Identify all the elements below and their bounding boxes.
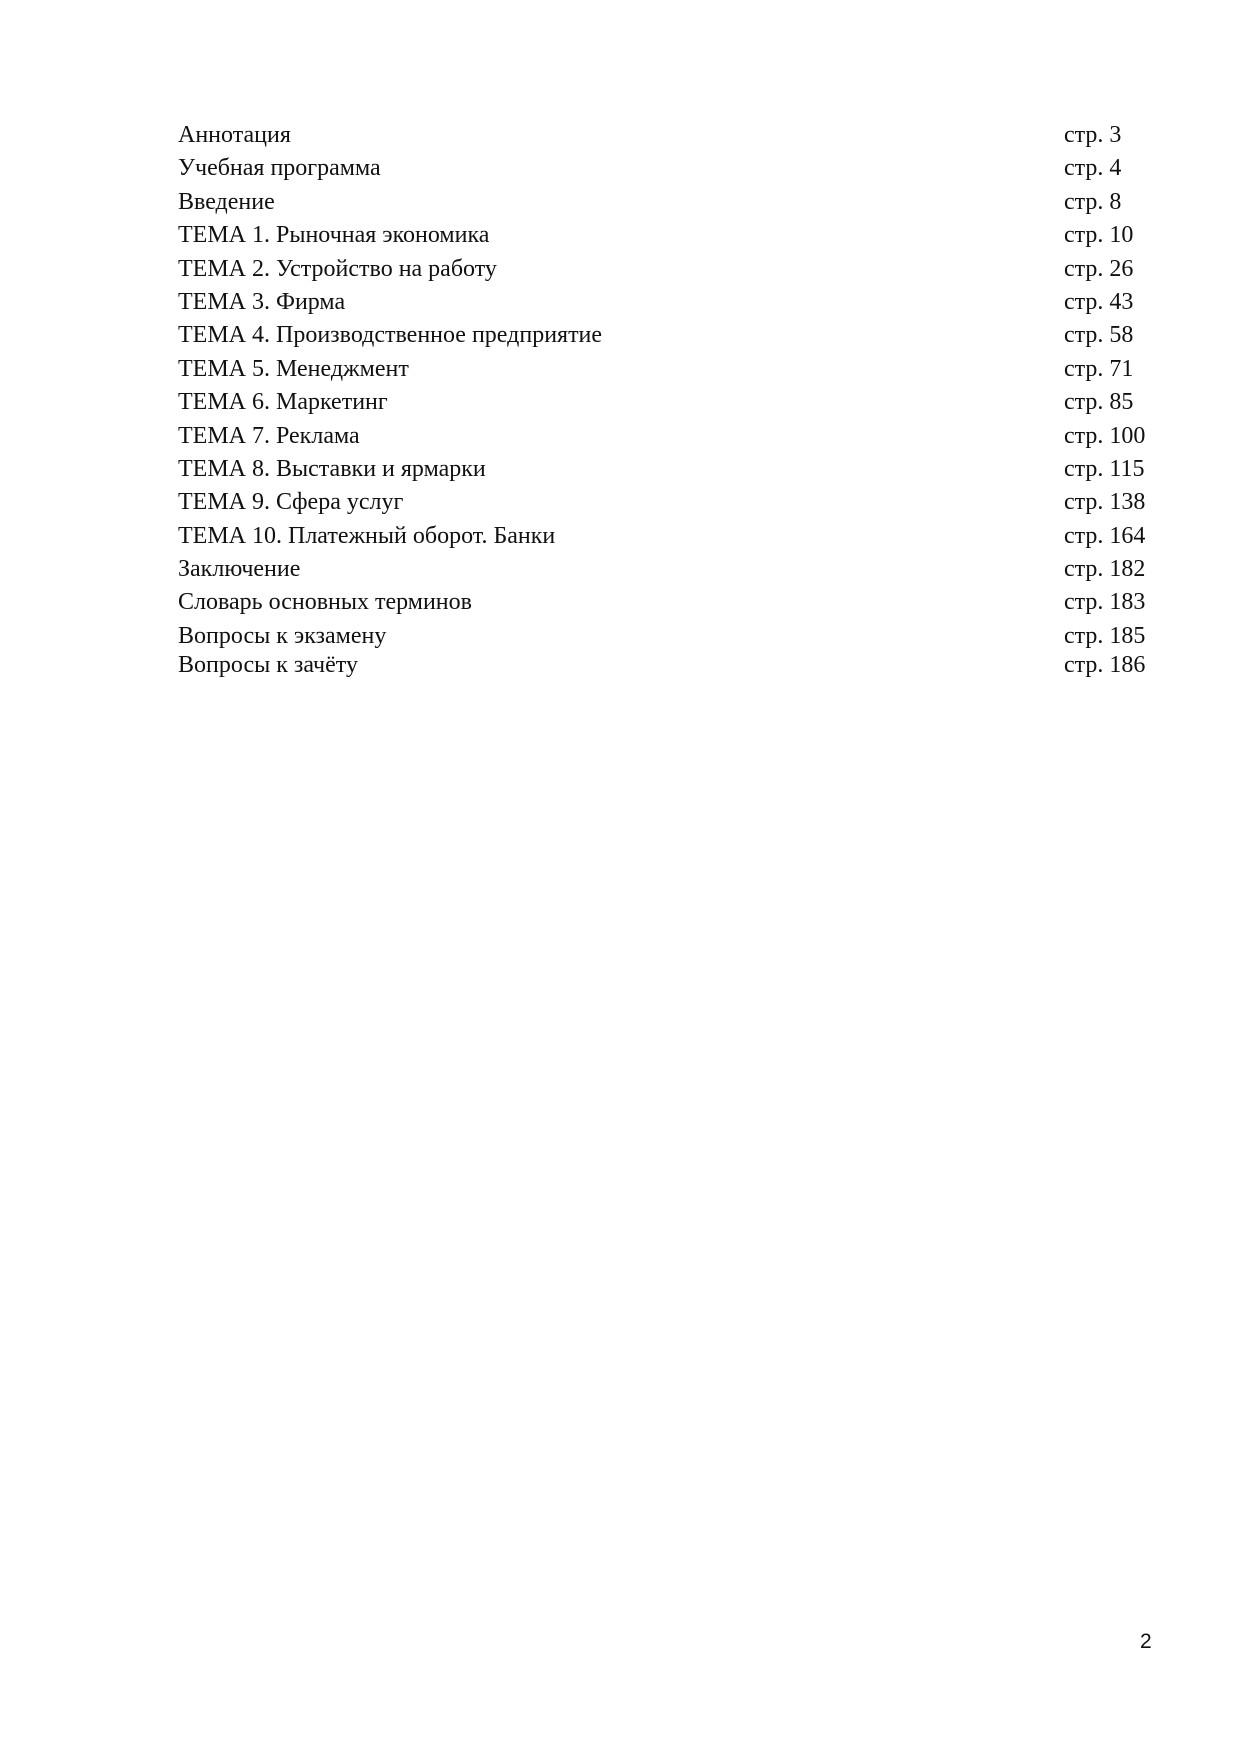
toc-entry-title: ТЕМА 8. Выставки и ярмарки bbox=[178, 455, 486, 482]
toc-entry-title: Вопросы к экзамену bbox=[178, 622, 387, 649]
toc-entry bbox=[178, 488, 1178, 521]
toc-entry-title: Введение bbox=[178, 188, 275, 215]
toc-entry-title: Вопросы к зачёту bbox=[178, 652, 358, 679]
toc-entry bbox=[178, 455, 1178, 488]
toc-entry-page: стр. 185 bbox=[1064, 622, 1146, 649]
toc-entry bbox=[178, 154, 1178, 187]
toc-entry-page: стр. 8 bbox=[1064, 188, 1122, 215]
toc-entry-title: ТЕМА 9. Сфера услуг bbox=[178, 489, 404, 516]
toc-entry-title: Заключение bbox=[178, 556, 301, 583]
toc-entry-title: ТЕМА 6. Маркетинг bbox=[178, 389, 388, 416]
toc-entry-page: стр. 183 bbox=[1064, 589, 1146, 616]
toc-entry-page: стр. 115 bbox=[1064, 455, 1145, 482]
toc-entry-page: стр. 3 bbox=[1064, 122, 1122, 148]
toc-entry-page: стр. 43 bbox=[1064, 288, 1134, 315]
toc-entry-page: стр. 164 bbox=[1064, 522, 1146, 549]
toc-entry bbox=[178, 622, 1178, 655]
toc-entry-title: ТЕМА 5. Менеджмент bbox=[178, 355, 409, 382]
toc-entry-title: Аннотация bbox=[178, 122, 291, 148]
toc-entry-page: стр. 10 bbox=[1064, 222, 1134, 249]
toc-entry-title: ТЕМА 1. Рыночная экономика bbox=[178, 222, 490, 249]
toc-entry-page: стр. 4 bbox=[1064, 155, 1122, 182]
toc-entry-title: Учебная программа bbox=[178, 155, 381, 182]
toc-entry bbox=[178, 555, 1178, 588]
page-number: 2 bbox=[1140, 1630, 1152, 1653]
toc-entry-page: стр. 182 bbox=[1064, 556, 1146, 583]
toc-entry-page: стр. 186 bbox=[1064, 652, 1146, 679]
toc-entry-page: стр. 100 bbox=[1064, 422, 1146, 449]
toc-entry bbox=[178, 588, 1178, 621]
toc-entry bbox=[178, 355, 1178, 388]
toc-entry bbox=[178, 522, 1178, 555]
toc-entry-title: ТЕМА 4. Производственное предприятие bbox=[178, 322, 603, 349]
toc-entry-title: Словарь основных терминов bbox=[178, 589, 472, 616]
toc-entry bbox=[178, 388, 1178, 421]
toc-entry-page: стр. 26 bbox=[1064, 255, 1134, 282]
toc-entry bbox=[178, 188, 1178, 221]
toc-entry-title: ТЕМА 10. Платежный оборот. Банки bbox=[178, 522, 556, 549]
toc-entry-title: ТЕМА 7. Реклама bbox=[178, 422, 360, 449]
toc-entry bbox=[178, 221, 1178, 254]
toc-entry bbox=[178, 121, 1178, 154]
toc-entry-page: стр. 85 bbox=[1064, 389, 1134, 416]
toc-entry-page: стр. 58 bbox=[1064, 322, 1134, 349]
toc-entry-title: ТЕМА 3. Фирма bbox=[178, 288, 346, 315]
toc-entry-title: ТЕМА 2. Устройство на работу bbox=[178, 255, 497, 282]
toc-entry bbox=[178, 288, 1178, 321]
toc-entry-page: стр. 138 bbox=[1064, 489, 1146, 516]
toc-entry bbox=[178, 255, 1178, 288]
toc-entry bbox=[178, 651, 1178, 684]
table-of-contents bbox=[178, 121, 1178, 685]
toc-entry bbox=[178, 422, 1178, 455]
toc-entry-page: стр. 71 bbox=[1064, 355, 1134, 382]
toc-entry bbox=[178, 321, 1178, 354]
